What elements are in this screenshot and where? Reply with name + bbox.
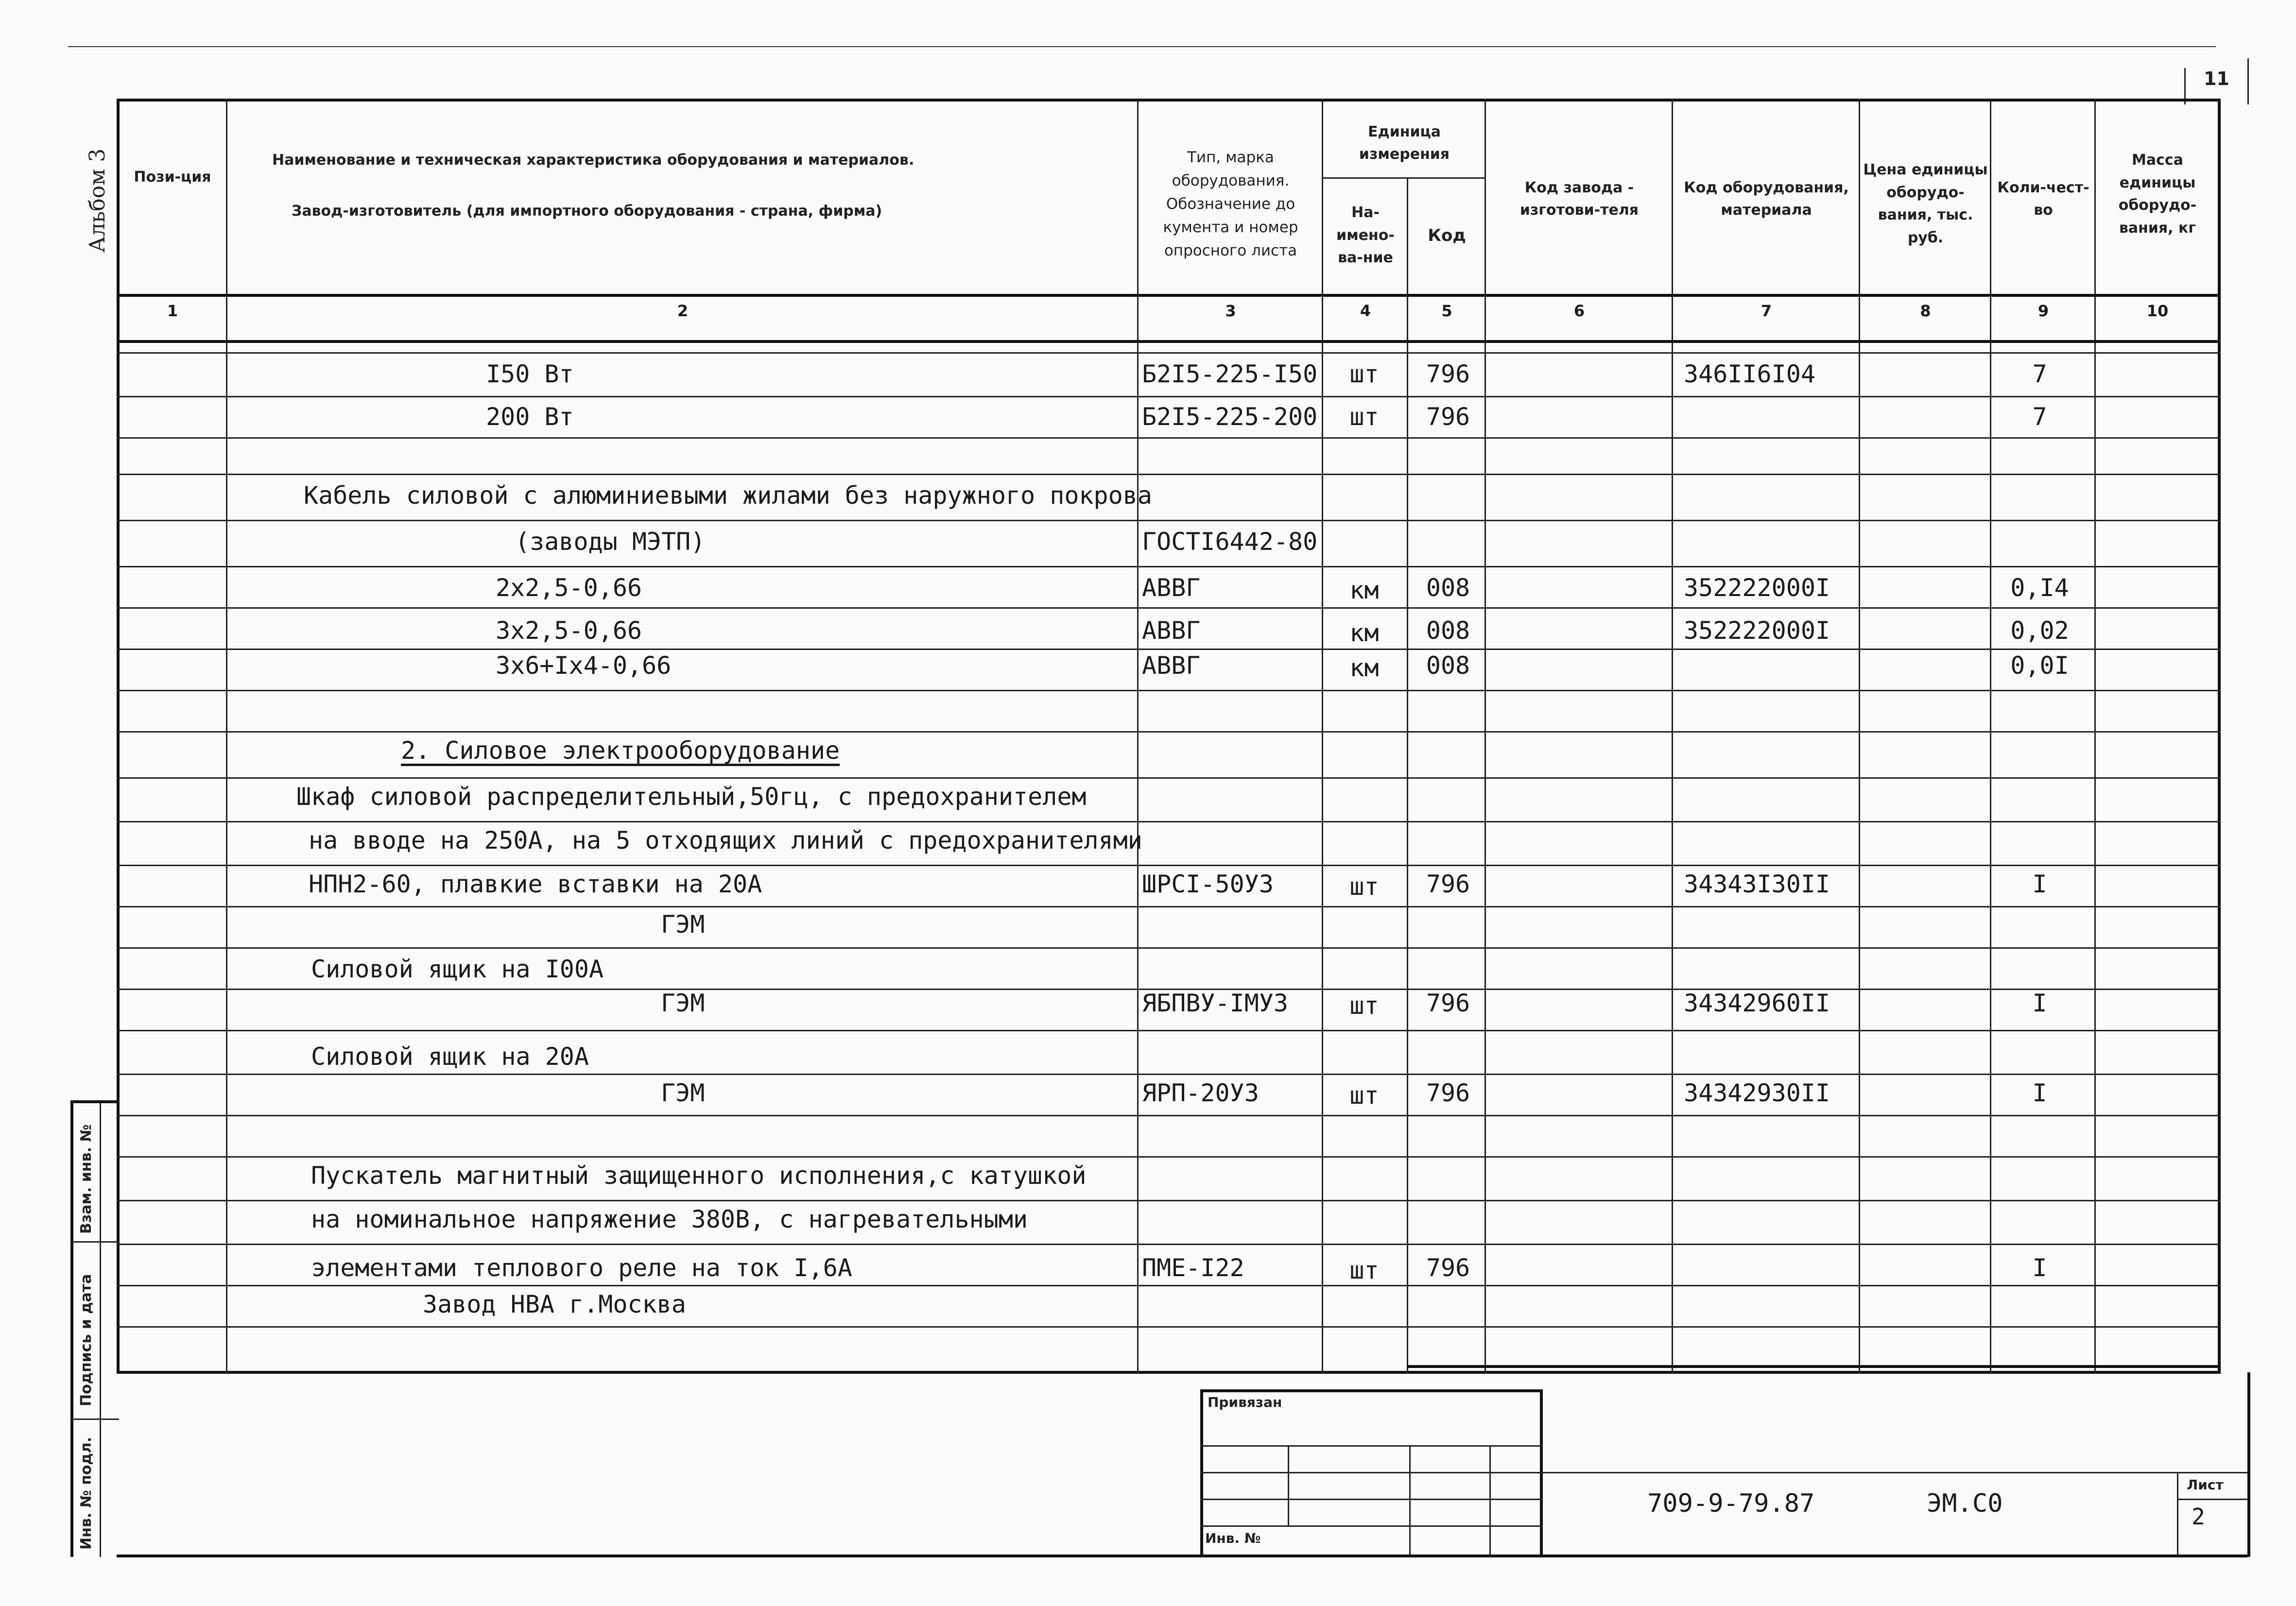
row-6-unit: км — [1349, 619, 1379, 647]
unit-group-divider — [1322, 177, 1485, 179]
row-6-equip-code: 352222000I — [1684, 616, 1830, 645]
col-line-6 — [1672, 99, 1673, 1374]
corner-box-right — [2247, 58, 2249, 104]
row-13-name: Силовой ящик на I00А — [311, 955, 604, 983]
row-line — [117, 352, 2221, 354]
row-7-name: 3x6+Ix4-0,66 — [496, 651, 672, 680]
row-2-unit-code: 796 — [1426, 403, 1470, 431]
row-line — [117, 1030, 2221, 1031]
row-16-name: ГЭМ — [661, 1079, 705, 1107]
doc-code: 709-9-79.87 — [1647, 1489, 1815, 1518]
col-line-5 — [1485, 99, 1486, 1374]
row-15-name: Силовой ящик на 20А — [311, 1042, 589, 1071]
header-col1: Пози-ция — [134, 168, 211, 186]
sheet-label: Лист — [2187, 1477, 2224, 1493]
row-16-equip-code: 34342930II — [1684, 1079, 1830, 1107]
row-18-name: на номинальное напряжение 380В, с нагревательными — [311, 1205, 1028, 1233]
row-16-type: ЯРП-20У3 — [1142, 1079, 1259, 1107]
stamp-strip-sep1 — [70, 1241, 119, 1243]
row-14-unit-code: 796 — [1426, 989, 1470, 1017]
row-16-unit-code: 796 — [1426, 1079, 1470, 1107]
row-5-name: 2x2,5-0,66 — [496, 574, 642, 602]
row-1-equip-code: 346II6I04 — [1684, 360, 1815, 388]
row-line — [117, 777, 2221, 779]
colnum-3: 3 — [1225, 302, 1236, 320]
header-col10: Масса единицы оборудо-вания, кг — [2118, 152, 2197, 237]
header-unit-group: Единица измерения — [1359, 123, 1450, 163]
col-line-1 — [226, 99, 227, 1374]
row-line — [117, 1074, 2221, 1075]
corner-page-number: 11 — [2204, 68, 2229, 89]
privyazan-row4 — [1200, 1525, 1543, 1527]
stamp-vzam-label: Взам. инв. № — [78, 1124, 95, 1234]
row-5-equip-code: 352222000I — [1684, 574, 1830, 602]
title-block-top — [1543, 1472, 2247, 1473]
row-14-type: ЯБПВУ-IМУ3 — [1142, 989, 1289, 1017]
col-line-3 — [1322, 99, 1323, 1374]
colnum-10: 10 — [2146, 302, 2169, 320]
row-6-name: 3x2,5-0,66 — [496, 616, 642, 645]
row-3-name: Кабель силовой с алюминиевыми жилами без наружного покрова — [304, 481, 1152, 510]
row-1-name: I50 Вт — [486, 360, 574, 388]
row-line — [117, 906, 2221, 907]
header-col8: Цена единицы оборудо-вания, тыс. руб. — [1863, 161, 1988, 246]
row-14-equip-code: 34342960II — [1684, 989, 1830, 1017]
row-1-type: Б2I5-225-I50 — [1142, 360, 1318, 388]
row-line — [117, 1200, 2221, 1201]
row-5-unit: км — [1349, 576, 1379, 604]
row-19-type: ПМЕ-I22 — [1142, 1254, 1244, 1282]
row-19-name: элементами теплового реле на ток I,6А — [311, 1254, 852, 1282]
row-7-type: АВВГ — [1142, 651, 1201, 680]
row-line — [117, 607, 2221, 609]
colnum-4: 4 — [1360, 302, 1371, 320]
row-1-unit: шт — [1349, 360, 1379, 388]
row-5-unit-code: 008 — [1426, 574, 1470, 602]
col-line-8 — [1990, 99, 1991, 1374]
sheet-number: 2 — [2192, 1503, 2205, 1530]
privyazan-row3 — [1200, 1499, 1543, 1500]
row-line — [117, 731, 2221, 733]
stamp-strip-sep2 — [70, 1418, 119, 1420]
row-line — [117, 865, 2221, 866]
row-19-unit-code: 796 — [1426, 1254, 1470, 1282]
inv-no-label: Инв. № — [1205, 1530, 1261, 1546]
bottom-frame-line — [117, 1555, 2247, 1557]
body-bottom-thick — [1407, 1365, 2221, 1368]
col-line-2 — [1137, 99, 1139, 1374]
row-8-section-title: 2. Силовое электрооборудование — [401, 736, 840, 765]
row-14-unit: шт — [1349, 991, 1379, 1020]
header-col9: Коли-чест-во — [1997, 179, 2089, 219]
colnum-9: 9 — [2037, 302, 2049, 320]
row-14-name: ГЭМ — [661, 989, 705, 1017]
colnum-1: 1 — [167, 302, 178, 320]
privyazan-col3 — [1489, 1445, 1491, 1555]
header-col2-line2: Завод-изготовитель (для импортного оборудования - страна, фирма) — [292, 202, 882, 220]
stamp-inv-podl-label: Инв. № подл. — [78, 1436, 95, 1550]
row-line — [117, 437, 2221, 439]
row-10-name: на вводе на 250А, на 5 отходящих линий с предохранителями — [309, 826, 1142, 854]
row-line — [117, 1285, 2221, 1286]
row-7-unit-code: 008 — [1426, 651, 1470, 680]
row-11-equip-code: 34343I30II — [1684, 870, 1830, 898]
row-line — [117, 474, 2221, 475]
row-2-qty: 7 — [2032, 403, 2047, 431]
header-bottom-line — [117, 294, 2221, 297]
row-11-name: НПН2-60, плавкие вставки на 20А — [309, 870, 762, 898]
row-1-unit-code: 796 — [1426, 360, 1470, 388]
colnum-5: 5 — [1441, 302, 1452, 320]
header-col6: Код завода - изготови-теля — [1519, 179, 1639, 219]
sheet-box-left — [2177, 1472, 2178, 1555]
row-2-name: 200 Вт — [486, 403, 574, 431]
row-20-name: Завод НВА г.Москва — [423, 1290, 686, 1318]
row-line — [117, 566, 2221, 567]
row-line — [117, 821, 2221, 822]
row-4-type: ГОСТI6442-80 — [1142, 528, 1318, 556]
row-line — [117, 520, 2221, 521]
stamp-strip-left — [70, 1100, 73, 1557]
row-line — [117, 1244, 2221, 1245]
row-5-type: АВВГ — [1142, 574, 1201, 602]
row-11-type: ШРСI-50У3 — [1142, 870, 1274, 898]
top-margin-line — [68, 46, 2216, 47]
numbers-row-bottom-line — [117, 340, 2221, 343]
row-11-qty: I — [2032, 870, 2047, 898]
stamp-strip-top — [70, 1100, 119, 1103]
row-line — [117, 1115, 2221, 1116]
row-16-qty: I — [2032, 1079, 2047, 1107]
header-col7: Код оборудования, материала — [1684, 179, 1849, 219]
row-line — [117, 947, 2221, 949]
header-col4: На-имено-ва-ние — [1336, 204, 1395, 267]
privyazan-label: Привязан — [1208, 1394, 1282, 1410]
row-17-name: Пускатель магнитный защищенного исполнения,с катушкой — [311, 1162, 1087, 1190]
privyazan-row1 — [1200, 1445, 1543, 1447]
col-line-9 — [2094, 99, 2096, 1374]
row-16-unit: шт — [1349, 1081, 1379, 1110]
colnum-6: 6 — [1573, 302, 1585, 320]
header-col5: Код — [1428, 225, 1466, 245]
row-4-name: (заводы МЭТП) — [515, 528, 706, 556]
row-19-unit: шт — [1349, 1256, 1379, 1284]
row-19-qty: I — [2032, 1254, 2047, 1282]
row-6-qty: 0,02 — [2010, 616, 2069, 645]
colnum-8: 8 — [1920, 302, 1931, 320]
privyazan-row2 — [1200, 1472, 1543, 1473]
col-line-4 — [1407, 177, 1408, 1374]
row-1-qty: 7 — [2032, 360, 2047, 388]
sheet-box-divider — [2177, 1499, 2247, 1500]
row-2-unit: шт — [1349, 403, 1379, 431]
row-2-type: Б2I5-225-200 — [1142, 403, 1318, 431]
privyazan-col1 — [1288, 1445, 1289, 1525]
stamp-strip-divider — [100, 1100, 101, 1557]
album-label: Альбом 3 — [85, 148, 110, 253]
row-6-type: АВВГ — [1142, 616, 1201, 645]
row-11-unit: шт — [1349, 872, 1379, 901]
row-5-qty: 0,I4 — [2010, 574, 2069, 602]
row-6-unit-code: 008 — [1426, 616, 1470, 645]
header-col3: Тип, марка оборудования. Обозначение до кумента и номер опросного листа — [1163, 148, 1298, 260]
row-14-qty: I — [2032, 989, 2047, 1017]
row-line — [117, 396, 2221, 397]
row-7-unit: км — [1349, 654, 1379, 682]
right-frame-line — [2247, 1372, 2250, 1557]
colnum-2: 2 — [677, 302, 689, 320]
row-12-name: ГЭМ — [661, 910, 705, 939]
section-code: ЭМ.С0 — [1927, 1489, 2003, 1518]
col-line-7 — [1859, 99, 1860, 1374]
header-col2-line1: Наименование и техническая характеристика оборудования и материалов. — [272, 151, 915, 169]
stamp-podpis-label: Подпись и дата — [78, 1274, 95, 1406]
row-9-name: Шкаф силовой распределительный,50гц, с предохранителем — [296, 783, 1087, 811]
colnum-7: 7 — [1761, 302, 1772, 320]
row-line — [117, 1156, 2221, 1158]
row-11-unit-code: 796 — [1426, 870, 1470, 898]
row-line — [117, 1326, 2221, 1328]
privyazan-col2 — [1409, 1445, 1411, 1555]
row-7-qty: 0,0I — [2010, 651, 2069, 680]
row-line — [117, 690, 2221, 691]
